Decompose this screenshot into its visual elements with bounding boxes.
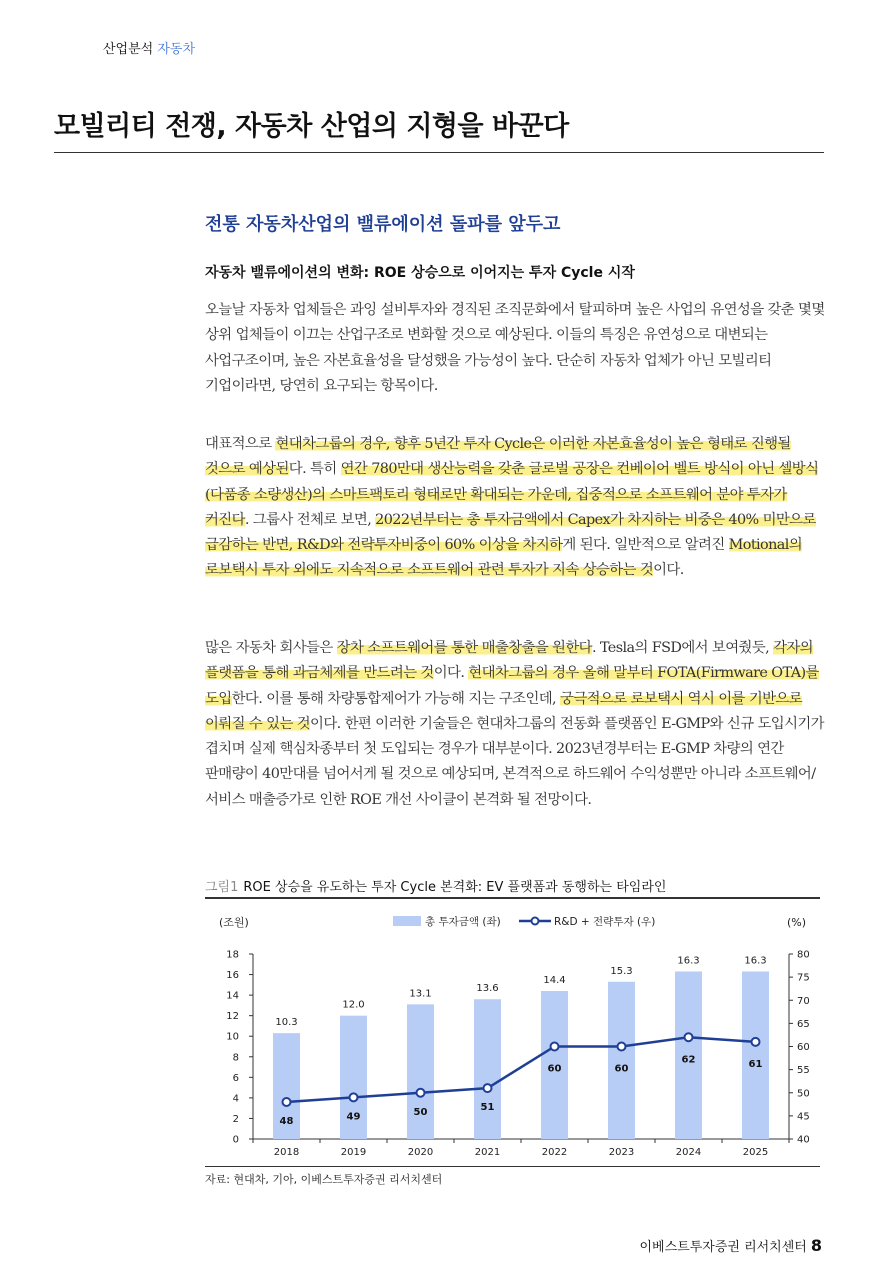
chart-bottom-rule bbox=[205, 1166, 820, 1167]
line-point bbox=[283, 1098, 291, 1106]
highlighted-text: 현대차그룹의 경우, 향후 5년간 투자 Cycle은 이러한 자본효율성이 높은 형태로 진행될 것으로 예상된 bbox=[205, 436, 791, 478]
right-tick-label: 50 bbox=[797, 1088, 810, 1100]
highlighted-text: Motional의 로보택시 투자 외에도 지속적으로 소프트웨어 관련 투자가 지속 상승하는 것 bbox=[205, 537, 803, 579]
bar bbox=[474, 999, 501, 1139]
sub-heading: 자동차 밸류에이션의 변화: ROE 상승으로 이어지는 투자 Cycle 시작 bbox=[205, 265, 635, 281]
bar-data-label: 14.4 bbox=[543, 975, 566, 986]
x-tick-label: 2025 bbox=[742, 1147, 769, 1158]
right-unit-label: (%) bbox=[787, 916, 807, 929]
line-point bbox=[417, 1089, 425, 1097]
text-span: . Tesla의 FSD에서 보여줬듯, bbox=[591, 640, 774, 656]
x-tick-label: 2020 bbox=[407, 1147, 434, 1158]
x-tick-label: 2024 bbox=[675, 1147, 702, 1158]
x-tick-label: 2018 bbox=[273, 1147, 300, 1158]
line-point bbox=[752, 1038, 760, 1046]
figure-caption bbox=[205, 876, 666, 895]
line-data-label: 60 bbox=[614, 1063, 629, 1075]
subcategory-label: 자동차 bbox=[157, 42, 196, 57]
left-tick-label: 4 bbox=[232, 1093, 239, 1105]
bar-data-label: 13.1 bbox=[409, 988, 432, 1000]
line-point bbox=[551, 1043, 559, 1051]
x-tick-label: 2022 bbox=[541, 1147, 568, 1158]
left-tick-label: 10 bbox=[226, 1031, 239, 1043]
left-tick-label: 16 bbox=[226, 970, 239, 982]
legend-line-marker bbox=[532, 918, 539, 925]
bar-data-label: 15.3 bbox=[610, 965, 633, 977]
paragraph-2 bbox=[205, 432, 825, 584]
bar-data-label: 12.0 bbox=[342, 999, 365, 1011]
highlighted-text: 연간 780만대 생산능력을 갖춘 글로벌 공장은 컨베이어 벨트 방식이 아닌 셀방식(다품종 소량생산)의 스마트팩토리 형태로만 확대되는 가운데, 집중적으로 소프트웨어 분야 투자가 커진다 bbox=[205, 461, 819, 528]
text-span: . 그룹사 전체로 보면, bbox=[244, 511, 376, 528]
line-data-label: 48 bbox=[279, 1116, 294, 1127]
legend-bar-swatch bbox=[393, 916, 421, 926]
line-data-label: 60 bbox=[547, 1063, 562, 1075]
text-span: 다. 특히 bbox=[288, 461, 341, 478]
legend-line-label: R&D + 전략투자 (우) bbox=[554, 916, 656, 928]
line-data-label: 50 bbox=[413, 1106, 428, 1118]
page-number: 8 bbox=[810, 1236, 822, 1255]
highlighted-text: 각자의 플랫폼을 통해 과금체제를 만드려는 것 bbox=[205, 640, 813, 682]
highlighted-text: 장차 소프트웨어를 통한 매출창출을 원한다 bbox=[336, 640, 592, 656]
investment-chart bbox=[205, 900, 820, 1164]
line-data-label: 51 bbox=[480, 1102, 495, 1114]
highlighted-text: 2022년부터는 총 투자금액에서 Capex가 차지하는 비중은 40% 미만으로 급감하는 반면, R&D와 전략투자비중이 60% 이상을 차지하 bbox=[205, 511, 816, 554]
left-tick-label: 2 bbox=[232, 1113, 239, 1125]
right-tick-label: 45 bbox=[797, 1111, 810, 1123]
x-tick-label: 2021 bbox=[474, 1147, 501, 1158]
right-tick-label: 70 bbox=[797, 995, 810, 1007]
x-tick-label: 2019 bbox=[340, 1147, 367, 1158]
bar bbox=[407, 1004, 434, 1139]
bar bbox=[608, 982, 635, 1139]
x-tick-label: 2023 bbox=[608, 1147, 635, 1158]
left-tick-label: 14 bbox=[226, 990, 239, 1002]
section-title: 전통 자동차산업의 밸류에이션 돌파를 앞두고 bbox=[205, 214, 561, 235]
right-tick-label: 55 bbox=[797, 1065, 810, 1077]
figure-number: 그림1 bbox=[205, 880, 239, 895]
bar-data-label: 16.3 bbox=[677, 955, 700, 967]
page-footer bbox=[639, 1236, 822, 1255]
line-point bbox=[350, 1093, 358, 1101]
text-span: 대표적으로 bbox=[205, 436, 276, 452]
text-span: 게 된다. 일반적으로 알려진 bbox=[562, 537, 729, 554]
line-point bbox=[685, 1033, 693, 1041]
line-data-label: 49 bbox=[346, 1111, 361, 1123]
paragraph-1: 오늘날 자동차 업체들은 과잉 설비투자와 경직된 조직문화에서 탈피하며 높은 사업의 유연성을 갖춘 몇몇 상위 업체들이 이끄는 산업구조로 변화할 것으로 예상된다. 이들의 특징은 유연성으로 대변되는 사업구조이며, 높은 자본효율성을 달성했을 가능성이 높다. 단순히 자동차 업체가 아닌 모빌리티 기업이라면, 당연히 요구되는 항목이다. bbox=[205, 302, 825, 394]
left-unit-label: (조원) bbox=[219, 916, 249, 929]
title-divider bbox=[54, 152, 824, 153]
left-tick-label: 0 bbox=[232, 1134, 239, 1146]
legend-bar-label: 총 투자금액 (좌) bbox=[425, 916, 501, 928]
right-tick-label: 40 bbox=[797, 1134, 810, 1146]
text-span: 한다. 이를 통해 차량통합제어가 가능해 지는 구조인데, bbox=[231, 690, 561, 707]
text-span: 이다. bbox=[433, 665, 469, 682]
bar-data-label: 13.6 bbox=[476, 983, 499, 995]
left-tick-label: 18 bbox=[226, 949, 239, 961]
bar-data-label: 10.3 bbox=[275, 1017, 298, 1029]
line-data-label: 61 bbox=[748, 1058, 763, 1070]
figure-caption-text: ROE 상승을 유도하는 투자 Cycle 본격화: EV 플랫폼과 동행하는 타임라인 bbox=[243, 880, 667, 895]
right-tick-label: 65 bbox=[797, 1018, 810, 1030]
chart-top-rule bbox=[205, 897, 820, 899]
text-span: 많은 자동차 회사들은 bbox=[205, 640, 337, 656]
bar-data-label: 16.3 bbox=[744, 955, 767, 967]
axis-units bbox=[219, 915, 806, 929]
chart-legend bbox=[393, 915, 655, 928]
left-tick-label: 8 bbox=[232, 1052, 239, 1064]
right-tick-label: 60 bbox=[797, 1042, 810, 1053]
header-category bbox=[103, 38, 195, 57]
chart-axes bbox=[226, 950, 809, 1159]
highlighted-text: 현대차그룹의 경우 올해 말부터 FOTA(Firmware OTA)를 도입 bbox=[205, 665, 819, 707]
paragraph-3 bbox=[205, 636, 825, 813]
text-span: 이다. 한편 이러한 기술들은 현대차그룹의 전동화 플랫폼인 E-GMP와 신규 도입시기가 겹치며 실제 핵심차종부터 첫 도입되는 경우가 대부분이다. 2023년경부터는 E-GMP 차량의 연간 판매량이 40만대를 넘어서게 될 것으로 예상되며, 본격적으로 하드웨어 수익성뿐만 아니라 소프트웨어/서비스 매출증가로 인한 ROE 개선 사이클이 본격화 될 전망이다. bbox=[205, 715, 824, 808]
figure-source: 자료: 현대차, 기아, 이베스트투자증권 리서치센터 bbox=[205, 1173, 443, 1186]
publisher-name: 이베스트투자증권 리서치센터 bbox=[639, 1240, 807, 1255]
line-point bbox=[484, 1084, 492, 1092]
page-title: 모빌리티 전쟁, 자동차 산업의 지형을 바꾼다 bbox=[54, 111, 569, 142]
right-tick-label: 80 bbox=[797, 949, 810, 961]
bar bbox=[742, 971, 769, 1139]
line-point bbox=[618, 1043, 626, 1051]
right-tick-label: 75 bbox=[797, 972, 810, 984]
left-tick-label: 12 bbox=[226, 1011, 239, 1023]
highlighted-text: 궁극적으로 로보택시 역시 이를 기반으로 이뤄질 수 있는 것 bbox=[205, 690, 803, 732]
left-tick-label: 6 bbox=[232, 1072, 239, 1084]
line-data-label: 62 bbox=[681, 1054, 696, 1066]
category-label: 산업분석 bbox=[103, 42, 154, 57]
text-span: 이다. bbox=[653, 562, 684, 579]
